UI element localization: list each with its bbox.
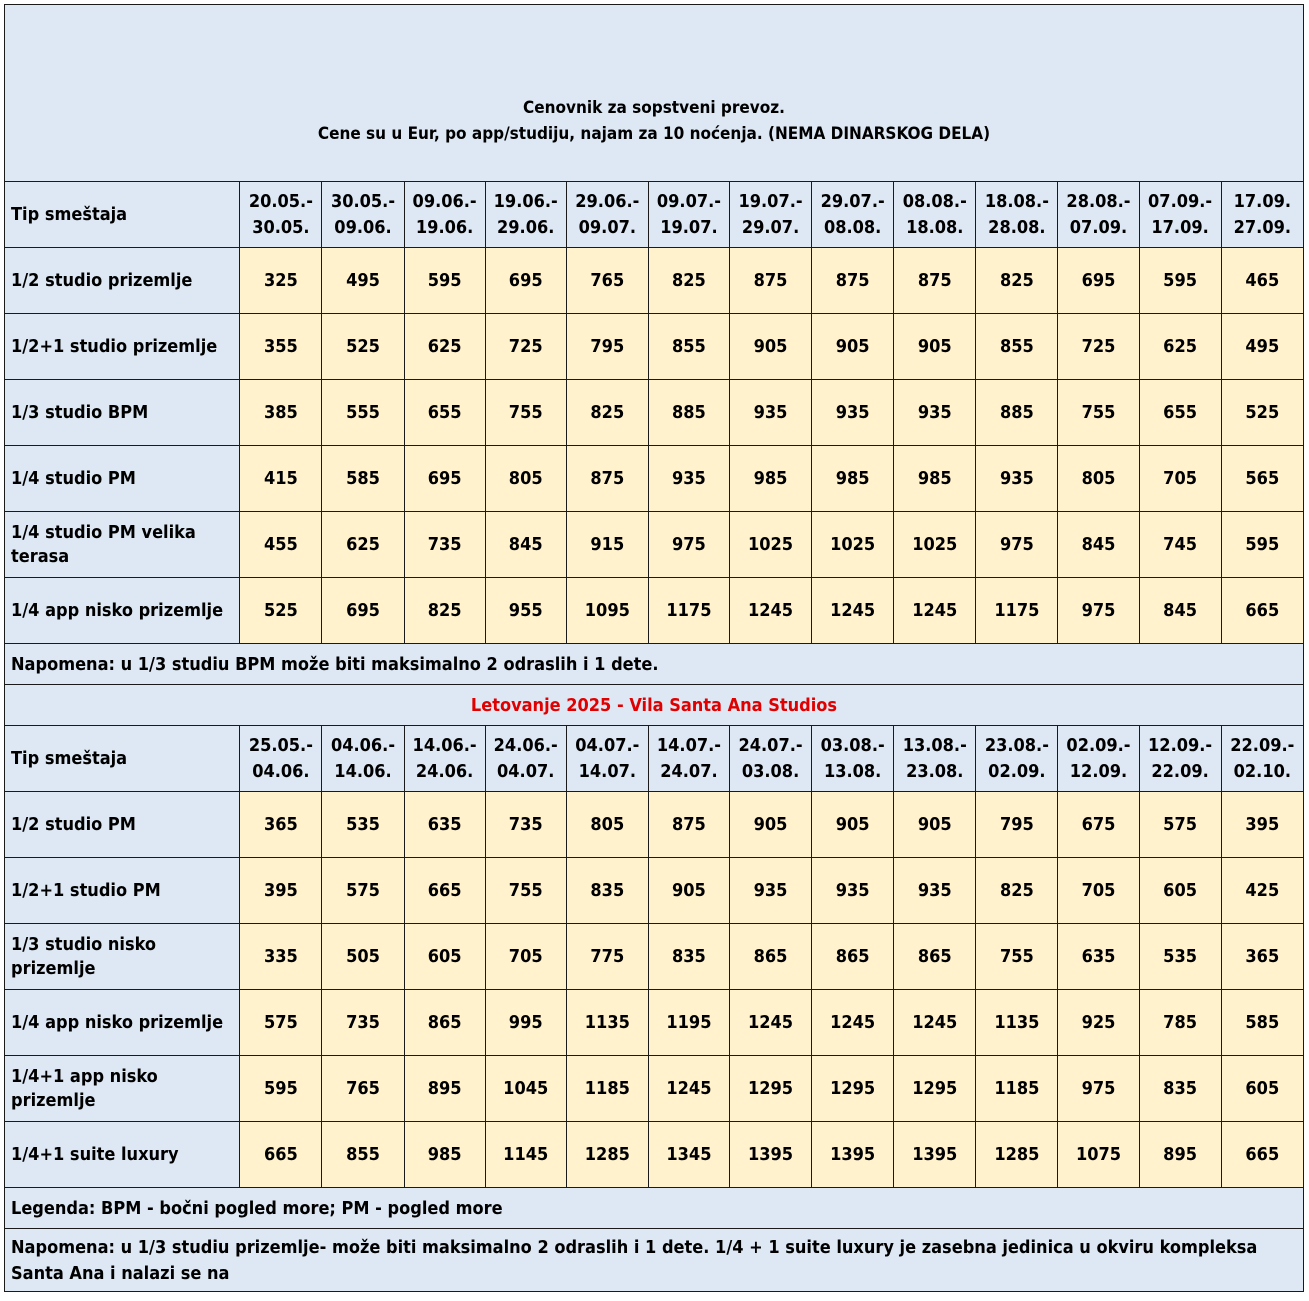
price-cell: 785 [1139, 990, 1221, 1056]
price-cell: 365 [1221, 924, 1303, 990]
price-cell: 825 [976, 858, 1058, 924]
period-end: 14.06. [334, 760, 392, 782]
period-header [404, 726, 485, 792]
legend-row [5, 1188, 1304, 1229]
period-end: 22.09. [1151, 760, 1209, 782]
note: Napomena: u 1/3 studiu BPM može biti maksimalno 2 odraslih i 1 dete. [5, 644, 1304, 685]
price-cell: 635 [404, 792, 485, 858]
price-table [4, 4, 1304, 1292]
price-cell: 825 [404, 578, 485, 644]
period-start: 20.05.- [248, 190, 313, 212]
accommodation-type: 1/3 studio BPM [5, 380, 240, 446]
price-cell: 995 [485, 990, 566, 1056]
period-header [240, 182, 322, 248]
price-cell: 875 [812, 248, 894, 314]
price-cell: 855 [322, 1122, 404, 1188]
price-cell: 1175 [976, 578, 1058, 644]
price-cell: 395 [240, 858, 322, 924]
period-end: 27.09. [1233, 216, 1291, 238]
period-header [729, 182, 811, 248]
price-cell: 975 [976, 512, 1058, 578]
price-cell: 835 [1139, 1056, 1221, 1122]
table-row [5, 1122, 1304, 1188]
price-cell: 1245 [894, 990, 976, 1056]
period-header [322, 182, 404, 248]
table-row [5, 858, 1304, 924]
period-header [1139, 182, 1221, 248]
period-end: 13.08. [823, 760, 882, 782]
price-cell: 1245 [648, 1056, 729, 1122]
price-cell: 735 [322, 990, 404, 1056]
period-end: 23.08. [906, 760, 964, 782]
period-header [1058, 726, 1139, 792]
price-cell: 875 [648, 792, 729, 858]
price-cell: 575 [322, 858, 404, 924]
price-cell: 355 [240, 314, 322, 380]
price-cell: 855 [976, 314, 1058, 380]
table-1 [5, 182, 1304, 685]
price-cell: 1285 [566, 1122, 648, 1188]
accommodation-type: 1/4 app nisko prizemlje [5, 578, 240, 644]
price-cell: 935 [648, 446, 729, 512]
price-cell: 855 [648, 314, 729, 380]
period-start: 04.07.- [575, 734, 640, 756]
period-start: 25.05.- [248, 734, 313, 756]
price-cell: 695 [1058, 248, 1139, 314]
period-header [566, 182, 648, 248]
price-cell: 1295 [894, 1056, 976, 1122]
price-cell: 1025 [729, 512, 811, 578]
period-header [648, 726, 729, 792]
accommodation-type: 1/2+1 studio PM [5, 858, 240, 924]
price-cell: 595 [1139, 248, 1221, 314]
note: Napomena: u 1/3 studiu prizemlje- može biti maksimalno 2 odraslih i 1 dete. 1/4 + 1 suite luxury je zasebna jedinica u okviru kompleksa Santa Ana i nalazi se na [5, 1229, 1304, 1292]
price-cell: 935 [976, 446, 1058, 512]
price-cell: 925 [1058, 990, 1139, 1056]
price-cell: 595 [1221, 512, 1303, 578]
price-cell: 745 [1139, 512, 1221, 578]
price-cell: 705 [485, 924, 566, 990]
price-cell: 975 [1058, 1056, 1139, 1122]
header-row [5, 726, 1304, 792]
price-cell: 525 [322, 314, 404, 380]
period-start: 14.07.- [656, 734, 721, 756]
table-row [5, 446, 1304, 512]
price-cell: 845 [485, 512, 566, 578]
price-cell: 905 [729, 792, 811, 858]
period-header [322, 726, 404, 792]
price-cell: 325 [240, 248, 322, 314]
price-cell: 1395 [729, 1122, 811, 1188]
price-cell: 395 [1221, 792, 1303, 858]
price-cell: 1295 [729, 1056, 811, 1122]
note-row [5, 1229, 1304, 1292]
price-cell: 755 [485, 858, 566, 924]
price-cell: 655 [404, 380, 485, 446]
price-cell: 1185 [976, 1056, 1058, 1122]
period-end: 02.09. [988, 760, 1046, 782]
price-cell: 1245 [894, 578, 976, 644]
price-cell: 935 [894, 858, 976, 924]
price-cell: 775 [566, 924, 648, 990]
price-cell: 735 [485, 792, 566, 858]
price-cell: 695 [404, 446, 485, 512]
price-cell: 865 [404, 990, 485, 1056]
note-row [5, 644, 1304, 685]
price-cell: 495 [322, 248, 404, 314]
price-cell: 985 [894, 446, 976, 512]
price-cell: 835 [566, 858, 648, 924]
price-cell: 525 [240, 578, 322, 644]
price-cell: 1395 [894, 1122, 976, 1188]
price-cell: 495 [1221, 314, 1303, 380]
price-cell: 915 [566, 512, 648, 578]
period-start: 04.06.- [330, 734, 396, 756]
period-header [894, 182, 976, 248]
price-cell: 505 [322, 924, 404, 990]
price-cell: 1395 [812, 1122, 894, 1188]
period-header [648, 182, 729, 248]
price-cell: 1185 [566, 1056, 648, 1122]
period-start: 03.08.- [820, 734, 885, 756]
header-line-1: Cenovnik za sopstveni prevoz. [523, 98, 785, 118]
period-header [404, 182, 485, 248]
price-cell: 985 [812, 446, 894, 512]
price-cell: 835 [648, 924, 729, 990]
price-cell: 975 [648, 512, 729, 578]
period-end: 19.07. [660, 216, 718, 238]
price-cell: 705 [1058, 858, 1139, 924]
price-cell: 675 [1058, 792, 1139, 858]
period-start: 19.07.- [738, 190, 803, 212]
accommodation-type: 1/4 studio PM [5, 446, 240, 512]
price-cell: 805 [485, 446, 566, 512]
price-cell: 1025 [894, 512, 976, 578]
price-cell: 865 [894, 924, 976, 990]
period-header [1058, 182, 1139, 248]
price-cell: 1245 [812, 578, 894, 644]
period-end: 02.10. [1233, 760, 1291, 782]
price-cell: 1075 [1058, 1122, 1139, 1188]
price-cell: 875 [894, 248, 976, 314]
table-row [5, 512, 1304, 578]
period-start: 19.06.- [493, 190, 558, 212]
price-cell: 905 [729, 314, 811, 380]
price-cell: 365 [240, 792, 322, 858]
period-header [812, 726, 894, 792]
period-start: 29.06.- [575, 190, 640, 212]
period-end: 28.08. [988, 216, 1046, 238]
price-cell: 735 [404, 512, 485, 578]
table-row [5, 578, 1304, 644]
table-row [5, 792, 1304, 858]
price-cell: 825 [976, 248, 1058, 314]
accommodation-type: 1/3 studio nisko prizemlje [5, 924, 240, 990]
price-cell: 1295 [812, 1056, 894, 1122]
period-start: 24.07.- [738, 734, 803, 756]
period-header [485, 726, 566, 792]
price-cell: 465 [1221, 248, 1303, 314]
price-cell: 885 [976, 380, 1058, 446]
price-cell: 1145 [485, 1122, 566, 1188]
period-end: 03.08. [741, 760, 800, 782]
accommodation-type: 1/2 studio PM [5, 792, 240, 858]
table-row [5, 380, 1304, 446]
table-row [5, 1056, 1304, 1122]
type-header: Tip smeštaja [5, 726, 240, 792]
accommodation-type: 1/2 studio prizemlje [5, 248, 240, 314]
period-start: 17.09. [1233, 190, 1291, 212]
period-end: 08.08. [823, 216, 882, 238]
period-start: 30.05.- [330, 190, 396, 212]
period-end: 07.09. [1069, 216, 1128, 238]
price-cell: 895 [1139, 1122, 1221, 1188]
accommodation-type: 1/2+1 studio prizemlje [5, 314, 240, 380]
price-cell: 985 [729, 446, 811, 512]
price-cell: 935 [729, 380, 811, 446]
price-cell: 415 [240, 446, 322, 512]
price-cell: 755 [485, 380, 566, 446]
price-cell: 905 [812, 314, 894, 380]
price-cell: 625 [322, 512, 404, 578]
price-cell: 605 [1139, 858, 1221, 924]
price-cell: 755 [976, 924, 1058, 990]
price-cell: 1195 [648, 990, 729, 1056]
period-start: 29.07.- [820, 190, 885, 212]
period-end: 09.06. [334, 216, 392, 238]
period-start: 09.07.- [656, 190, 721, 212]
price-cell: 1245 [729, 990, 811, 1056]
price-cell: 1285 [976, 1122, 1058, 1188]
price-cell: 585 [322, 446, 404, 512]
price-cell: 665 [1221, 578, 1303, 644]
period-end: 04.07. [497, 760, 555, 782]
price-cell: 795 [976, 792, 1058, 858]
price-cell: 705 [1139, 446, 1221, 512]
table-2 [5, 726, 1304, 1292]
price-cell: 935 [812, 380, 894, 446]
period-header [485, 182, 566, 248]
price-cell: 875 [729, 248, 811, 314]
period-header [729, 726, 811, 792]
price-cell: 975 [1058, 578, 1139, 644]
period-end: 30.05. [252, 216, 310, 238]
accommodation-type: 1/4+1 app nisko prizemlje [5, 1056, 240, 1122]
price-cell: 1095 [566, 578, 648, 644]
period-start: 24.06.- [493, 734, 558, 756]
price-cell: 1175 [648, 578, 729, 644]
price-cell: 1345 [648, 1122, 729, 1188]
price-cell: 865 [812, 924, 894, 990]
table-row [5, 314, 1304, 380]
price-cell: 765 [566, 248, 648, 314]
period-end: 24.07. [660, 760, 718, 782]
price-cell: 905 [812, 792, 894, 858]
price-list [4, 4, 1304, 1292]
price-cell: 455 [240, 512, 322, 578]
price-cell: 845 [1058, 512, 1139, 578]
period-header [812, 182, 894, 248]
price-cell: 875 [566, 446, 648, 512]
accommodation-type: 1/4 app nisko prizemlje [5, 990, 240, 1056]
price-cell: 865 [729, 924, 811, 990]
header-line-2: Cene su u Eur, po app/studiju, najam za 10 noćenja. (NEMA DINARSKOG DELA) [317, 124, 991, 144]
period-start: 09.06.- [412, 190, 477, 212]
period-end: 29.07. [741, 216, 800, 238]
price-cell: 885 [648, 380, 729, 446]
price-cell: 385 [240, 380, 322, 446]
period-header [1221, 726, 1303, 792]
period-start: 08.08.- [902, 190, 967, 212]
period-end: 12.09. [1069, 760, 1128, 782]
period-start: 14.06.- [412, 734, 477, 756]
price-cell: 1245 [729, 578, 811, 644]
period-start: 02.09.- [1066, 734, 1131, 756]
period-end: 14.07. [578, 760, 636, 782]
price-cell: 625 [1139, 314, 1221, 380]
price-cell: 1045 [485, 1056, 566, 1122]
price-cell: 725 [485, 314, 566, 380]
period-start: 23.08.- [984, 734, 1049, 756]
price-cell: 1025 [812, 512, 894, 578]
price-cell: 805 [1058, 446, 1139, 512]
price-cell: 805 [566, 792, 648, 858]
period-end: 04.06. [252, 760, 310, 782]
table-row [5, 990, 1304, 1056]
price-cell: 575 [1139, 792, 1221, 858]
accommodation-type: 1/4 studio PM velika terasa [5, 512, 240, 578]
period-start: 18.08.- [984, 190, 1049, 212]
price-cell: 425 [1221, 858, 1303, 924]
price-cell: 605 [1221, 1056, 1303, 1122]
price-cell: 565 [1221, 446, 1303, 512]
period-end: 17.09. [1151, 216, 1209, 238]
header-row [5, 182, 1304, 248]
table-row [5, 924, 1304, 990]
price-cell: 655 [1139, 380, 1221, 446]
period-header [566, 726, 648, 792]
period-start: 12.09.- [1148, 734, 1213, 756]
period-end: 29.06. [497, 216, 555, 238]
accommodation-type: 1/4+1 suite luxury [5, 1122, 240, 1188]
price-cell: 845 [1139, 578, 1221, 644]
price-cell: 725 [1058, 314, 1139, 380]
table-row [5, 248, 1304, 314]
price-cell: 555 [322, 380, 404, 446]
legend: Legenda: BPM - bočni pogled more; PM - pogled more [5, 1188, 1304, 1229]
price-cell: 905 [894, 792, 976, 858]
price-cell: 1135 [976, 990, 1058, 1056]
period-end: 18.08. [906, 216, 964, 238]
price-cell: 335 [240, 924, 322, 990]
price-cell: 595 [240, 1056, 322, 1122]
price-cell: 665 [404, 858, 485, 924]
price-cell: 605 [404, 924, 485, 990]
period-header [1139, 726, 1221, 792]
price-cell: 935 [894, 380, 976, 446]
price-cell: 525 [1221, 380, 1303, 446]
period-start: 28.08.- [1066, 190, 1131, 212]
period-end: 09.07. [578, 216, 636, 238]
price-cell: 935 [729, 858, 811, 924]
price-cell: 625 [404, 314, 485, 380]
price-cell: 635 [1058, 924, 1139, 990]
period-header [976, 182, 1058, 248]
price-cell: 755 [1058, 380, 1139, 446]
price-cell: 765 [322, 1056, 404, 1122]
price-cell: 665 [1221, 1122, 1303, 1188]
period-header [976, 726, 1058, 792]
price-cell: 595 [404, 248, 485, 314]
price-cell: 825 [648, 248, 729, 314]
period-header [894, 726, 976, 792]
page-header [5, 5, 1304, 182]
price-cell: 825 [566, 380, 648, 446]
period-start: 13.08.- [902, 734, 967, 756]
type-header: Tip smeštaja [5, 182, 240, 248]
price-cell: 1245 [812, 990, 894, 1056]
period-header [1221, 182, 1303, 248]
price-cell: 575 [240, 990, 322, 1056]
price-cell: 935 [812, 858, 894, 924]
price-cell: 955 [485, 578, 566, 644]
period-end: 24.06. [415, 760, 474, 782]
price-cell: 905 [894, 314, 976, 380]
period-header [240, 726, 322, 792]
period-start: 22.09.- [1230, 734, 1295, 756]
price-cell: 695 [322, 578, 404, 644]
price-cell: 1135 [566, 990, 648, 1056]
price-cell: 695 [485, 248, 566, 314]
price-cell: 795 [566, 314, 648, 380]
price-cell: 665 [240, 1122, 322, 1188]
period-start: 07.09.- [1148, 190, 1213, 212]
price-cell: 585 [1221, 990, 1303, 1056]
price-cell: 895 [404, 1056, 485, 1122]
price-cell: 985 [404, 1122, 485, 1188]
price-cell: 905 [648, 858, 729, 924]
period-end: 19.06. [415, 216, 474, 238]
price-cell: 535 [1139, 924, 1221, 990]
price-cell: 535 [322, 792, 404, 858]
section-title: Letovanje 2025 - Vila Santa Ana Studios [5, 685, 1304, 726]
